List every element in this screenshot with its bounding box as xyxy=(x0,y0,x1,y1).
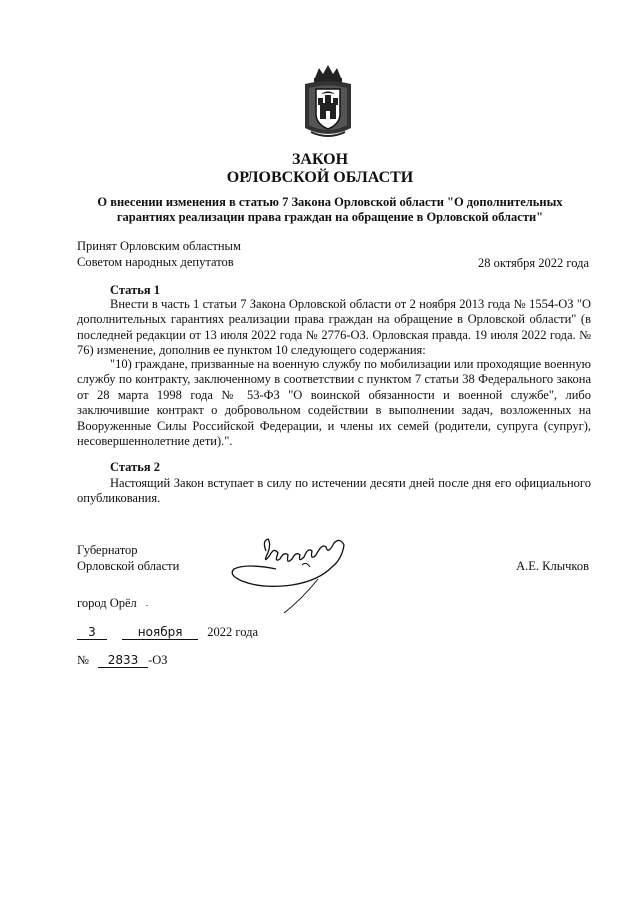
article-1-paragraph-1: Внести в часть 1 статьи 7 Закона Орловской области от 2 ноября 2013 года № 1554-ОЗ "О дополнительных гарантиях реализации права граждан на обращение в Орловской области" (в последней редакции от 13 июля 2022 года № 2776-ОЗ. Орловская правда. 19 июля 2022 года. № 76) изменение, дополнив ее пунктом 10 следующего содержания: xyxy=(77,297,591,358)
signatory-position xyxy=(77,542,179,574)
position-line-2: Орловской области xyxy=(77,559,180,573)
number-suffix: -ОЗ xyxy=(148,653,168,667)
document-subtitle xyxy=(70,195,590,225)
number-value: 2833 xyxy=(98,653,148,668)
article-1-paragraph-2: "10) граждане, призванные на военную службу по мобилизации или проходящие военную службу по контракту, заключенному в соответствии с пунктом 7 статьи 38 Федерального закона от 28 марта 1998 года № 53-ФЗ "О воинской обязанности и военной службе", либо заключившие контракт о добровольном содействии в выполнении задач, возложенных на Вооруженные Силы Российской Федерации, и члены их семей (родители, супруга (супруг), несовершеннолетние дети).". xyxy=(77,357,591,449)
coat-of-arms-emblem xyxy=(301,62,355,142)
date-day: 3 xyxy=(77,625,107,640)
city-label: город Орёл xyxy=(77,596,137,610)
position-line-1: Губернатор xyxy=(77,543,138,557)
adoption-date: 28 октября 2022 года xyxy=(477,256,589,270)
subtitle-line-1: О внесении изменения в статью 7 Закона Орловской области "О дополнительных xyxy=(97,195,563,209)
article-2-heading: Статья 2 xyxy=(110,460,160,474)
law-number xyxy=(77,652,277,668)
article-1-heading: Статья 1 xyxy=(110,283,160,297)
date-month: ноября xyxy=(122,625,198,640)
signing-date xyxy=(77,624,337,640)
document-region: ОРЛОВСКОЙ ОБЛАСТИ xyxy=(226,169,414,186)
date-year: 2022 года xyxy=(207,625,258,639)
handwritten-signature xyxy=(222,533,354,623)
city-line xyxy=(77,595,148,611)
signatory-name: А.Е. Клычков xyxy=(516,559,589,573)
number-sign: № xyxy=(77,653,89,667)
adoption-line-1: Принят Орловским областным xyxy=(77,239,241,253)
city-dot: . xyxy=(145,598,149,608)
adoption-line-2: Советом народных депутатов xyxy=(77,255,234,269)
document-title: ЗАКОН xyxy=(291,151,349,168)
article-2-paragraph-1: Настоящий Закон вступает в силу по истечении десяти дней после дня его официального опубликования. xyxy=(77,476,591,506)
adoption-body xyxy=(77,238,241,270)
subtitle-line-2: гарантиях реализации права граждан на обращение в Орловской области" xyxy=(116,210,544,224)
